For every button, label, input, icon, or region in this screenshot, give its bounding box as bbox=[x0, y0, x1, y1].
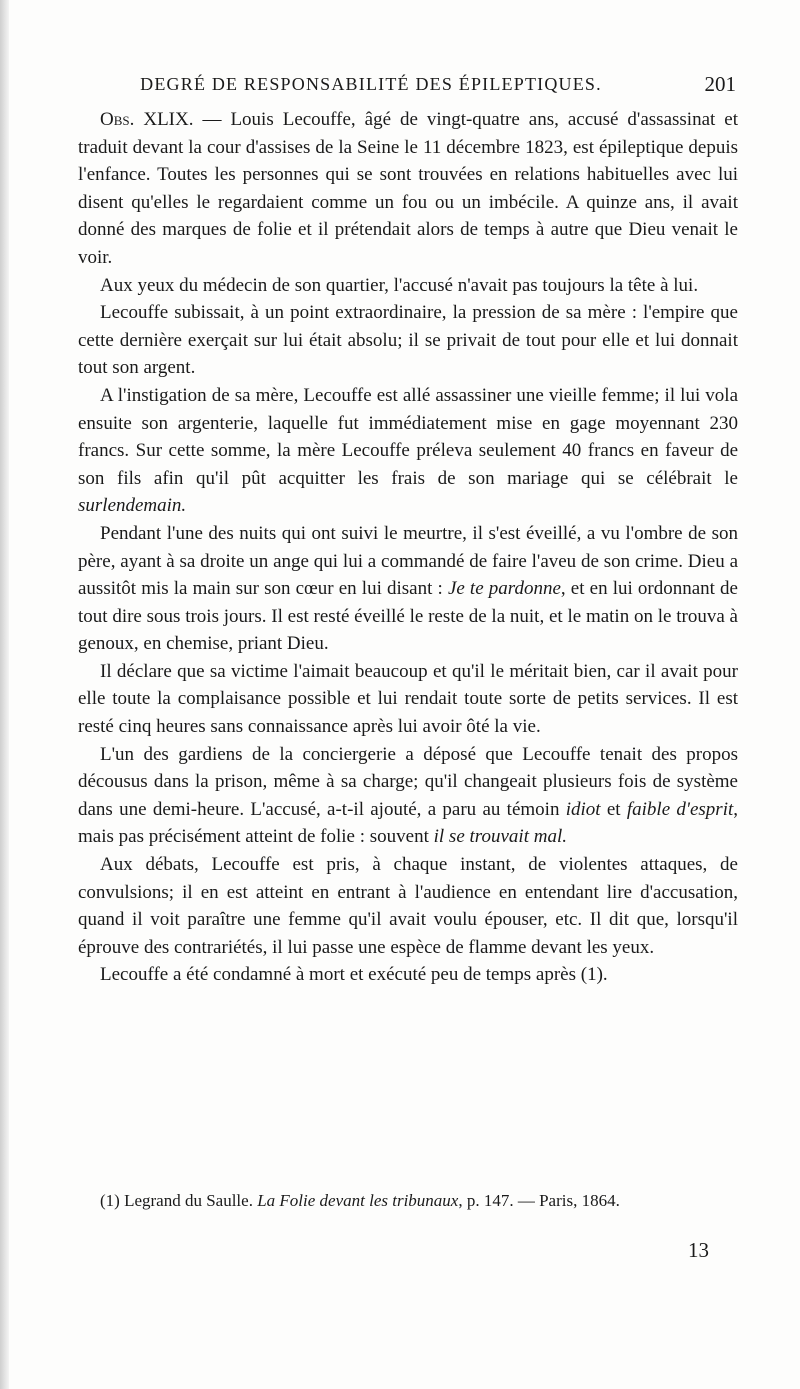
page-binding-edge bbox=[0, 0, 9, 1389]
paragraph bbox=[78, 741, 738, 851]
running-title: DEGRÉ DE RESPONSABILITÉ DES ÉPILEPTIQUES. bbox=[140, 74, 602, 94]
paragraph bbox=[78, 520, 738, 658]
paragraph-text: et bbox=[600, 798, 627, 820]
footnote-text: , p. 147. — Paris, 1864. bbox=[458, 1191, 620, 1210]
italic-text: idiot bbox=[565, 798, 601, 820]
paragraph-text: — Louis Lecouffe, âgé de vingt-quatre ans, accusé d'assassinat et traduit devant la cour d'assises de la Seine le 11 décembre 1823, est épileptique depuis l'enfance. Toutes les personnes qui se sont trouvées en relations habituelles avec lui disent qu'elles le regardaient comme un fou ou un imbécile. A quinze ans, il avait donné des marques de folie et il prétendait alors de temps à autre que Dieu venait le voir. bbox=[78, 109, 738, 268]
paragraph: Lecouffe a été condamné à mort et exécuté peu de temps après (1). bbox=[100, 964, 608, 986]
paragraph-text: A l'instigation de sa mère, Lecouffe est allé assassiner une vieille femme; il lui vola ensuite son argenterie, laquelle fut immédiatement mise en gage moyennant 230 francs. Sur cette somme, la mère Lecouffe préleva seulement 40 francs en faveur de son fils afin qu'il pût acquitter les frais de son mariage qui se célébrait le bbox=[78, 384, 738, 489]
paragraph-obs bbox=[78, 106, 738, 272]
paragraph-text: , et en lui ordonnant de tout dire sous trois jours. Il est resté éveillé le reste de la nuit, et le matin on le trouva à genoux, en chemise, priant Dieu. bbox=[78, 578, 738, 655]
observation-label: Obs. XLIX. bbox=[100, 109, 194, 130]
paragraph: Lecouffe subissait, à un point extraordinaire, la pression de sa mère : l'empire que cette dernière exerçait sur lui était absolu; il se privait de tout pour elle et lui donnait tout son argent. bbox=[78, 302, 738, 379]
italic-text: il se trouvait mal. bbox=[433, 826, 567, 848]
page-header bbox=[76, 72, 736, 102]
footnote-text: (1) Legrand du Saulle. bbox=[100, 1191, 258, 1210]
paragraph: Aux débats, Lecouffe est pris, à chaque instant, de violentes attaques, de convulsions; il en est atteint en entrant à l'audience en entendant lire d'accusation, quand il voit paraître une femme qu'il avait voulu épouser, etc. Il dit que, lorsqu'il éprouve des contrariétés, il lui passe une espèce de flamme devant les yeux. bbox=[78, 854, 738, 958]
page-number: 201 bbox=[704, 72, 736, 96]
paragraph-text: Pendant l'une des nuits qui ont suivi le meurtre, il s'est éveillé, a vu l'ombre de son père, ayant à sa droite un ange qui lui a commandé de faire l'aveu de son crime. Dieu a aussitôt mis la main sur son cœur en lui disant : bbox=[78, 522, 738, 600]
footnote bbox=[78, 1191, 738, 1211]
italic-text: faible d'esprit bbox=[626, 798, 734, 820]
paragraph-text: L'un des gardiens de la conciergerie a déposé que Lecouffe tenait des propos décousus dans la prison, même à sa charge; qu'il changeait plusieurs fois de système dans une demi-heure. L'accusé, a-t-il ajouté, a paru au témoin bbox=[78, 743, 738, 820]
italic-text: Je te pardonne bbox=[447, 578, 561, 600]
paragraph: Aux yeux du médecin de son quartier, l'accusé n'avait pas toujours la tête à lui. bbox=[100, 274, 699, 296]
body-text bbox=[78, 106, 738, 989]
signature-mark: 13 bbox=[688, 1238, 709, 1262]
paragraph bbox=[78, 382, 738, 520]
footnote-italic: La Folie devant les tribunaux bbox=[257, 1191, 459, 1210]
italic-text: surlendemain. bbox=[78, 495, 187, 517]
paragraph: Il déclare que sa victime l'aimait beaucoup et qu'il le méritait bien, car il avait pour elle toute la complaisance possible et lui rendait toute sorte de petits services. Il est resté cinq heures sans connaissance après lui avoir ôté la vie. bbox=[78, 660, 738, 738]
paragraph-text: , mais pas précisément atteint de folie : souvent bbox=[78, 798, 739, 848]
